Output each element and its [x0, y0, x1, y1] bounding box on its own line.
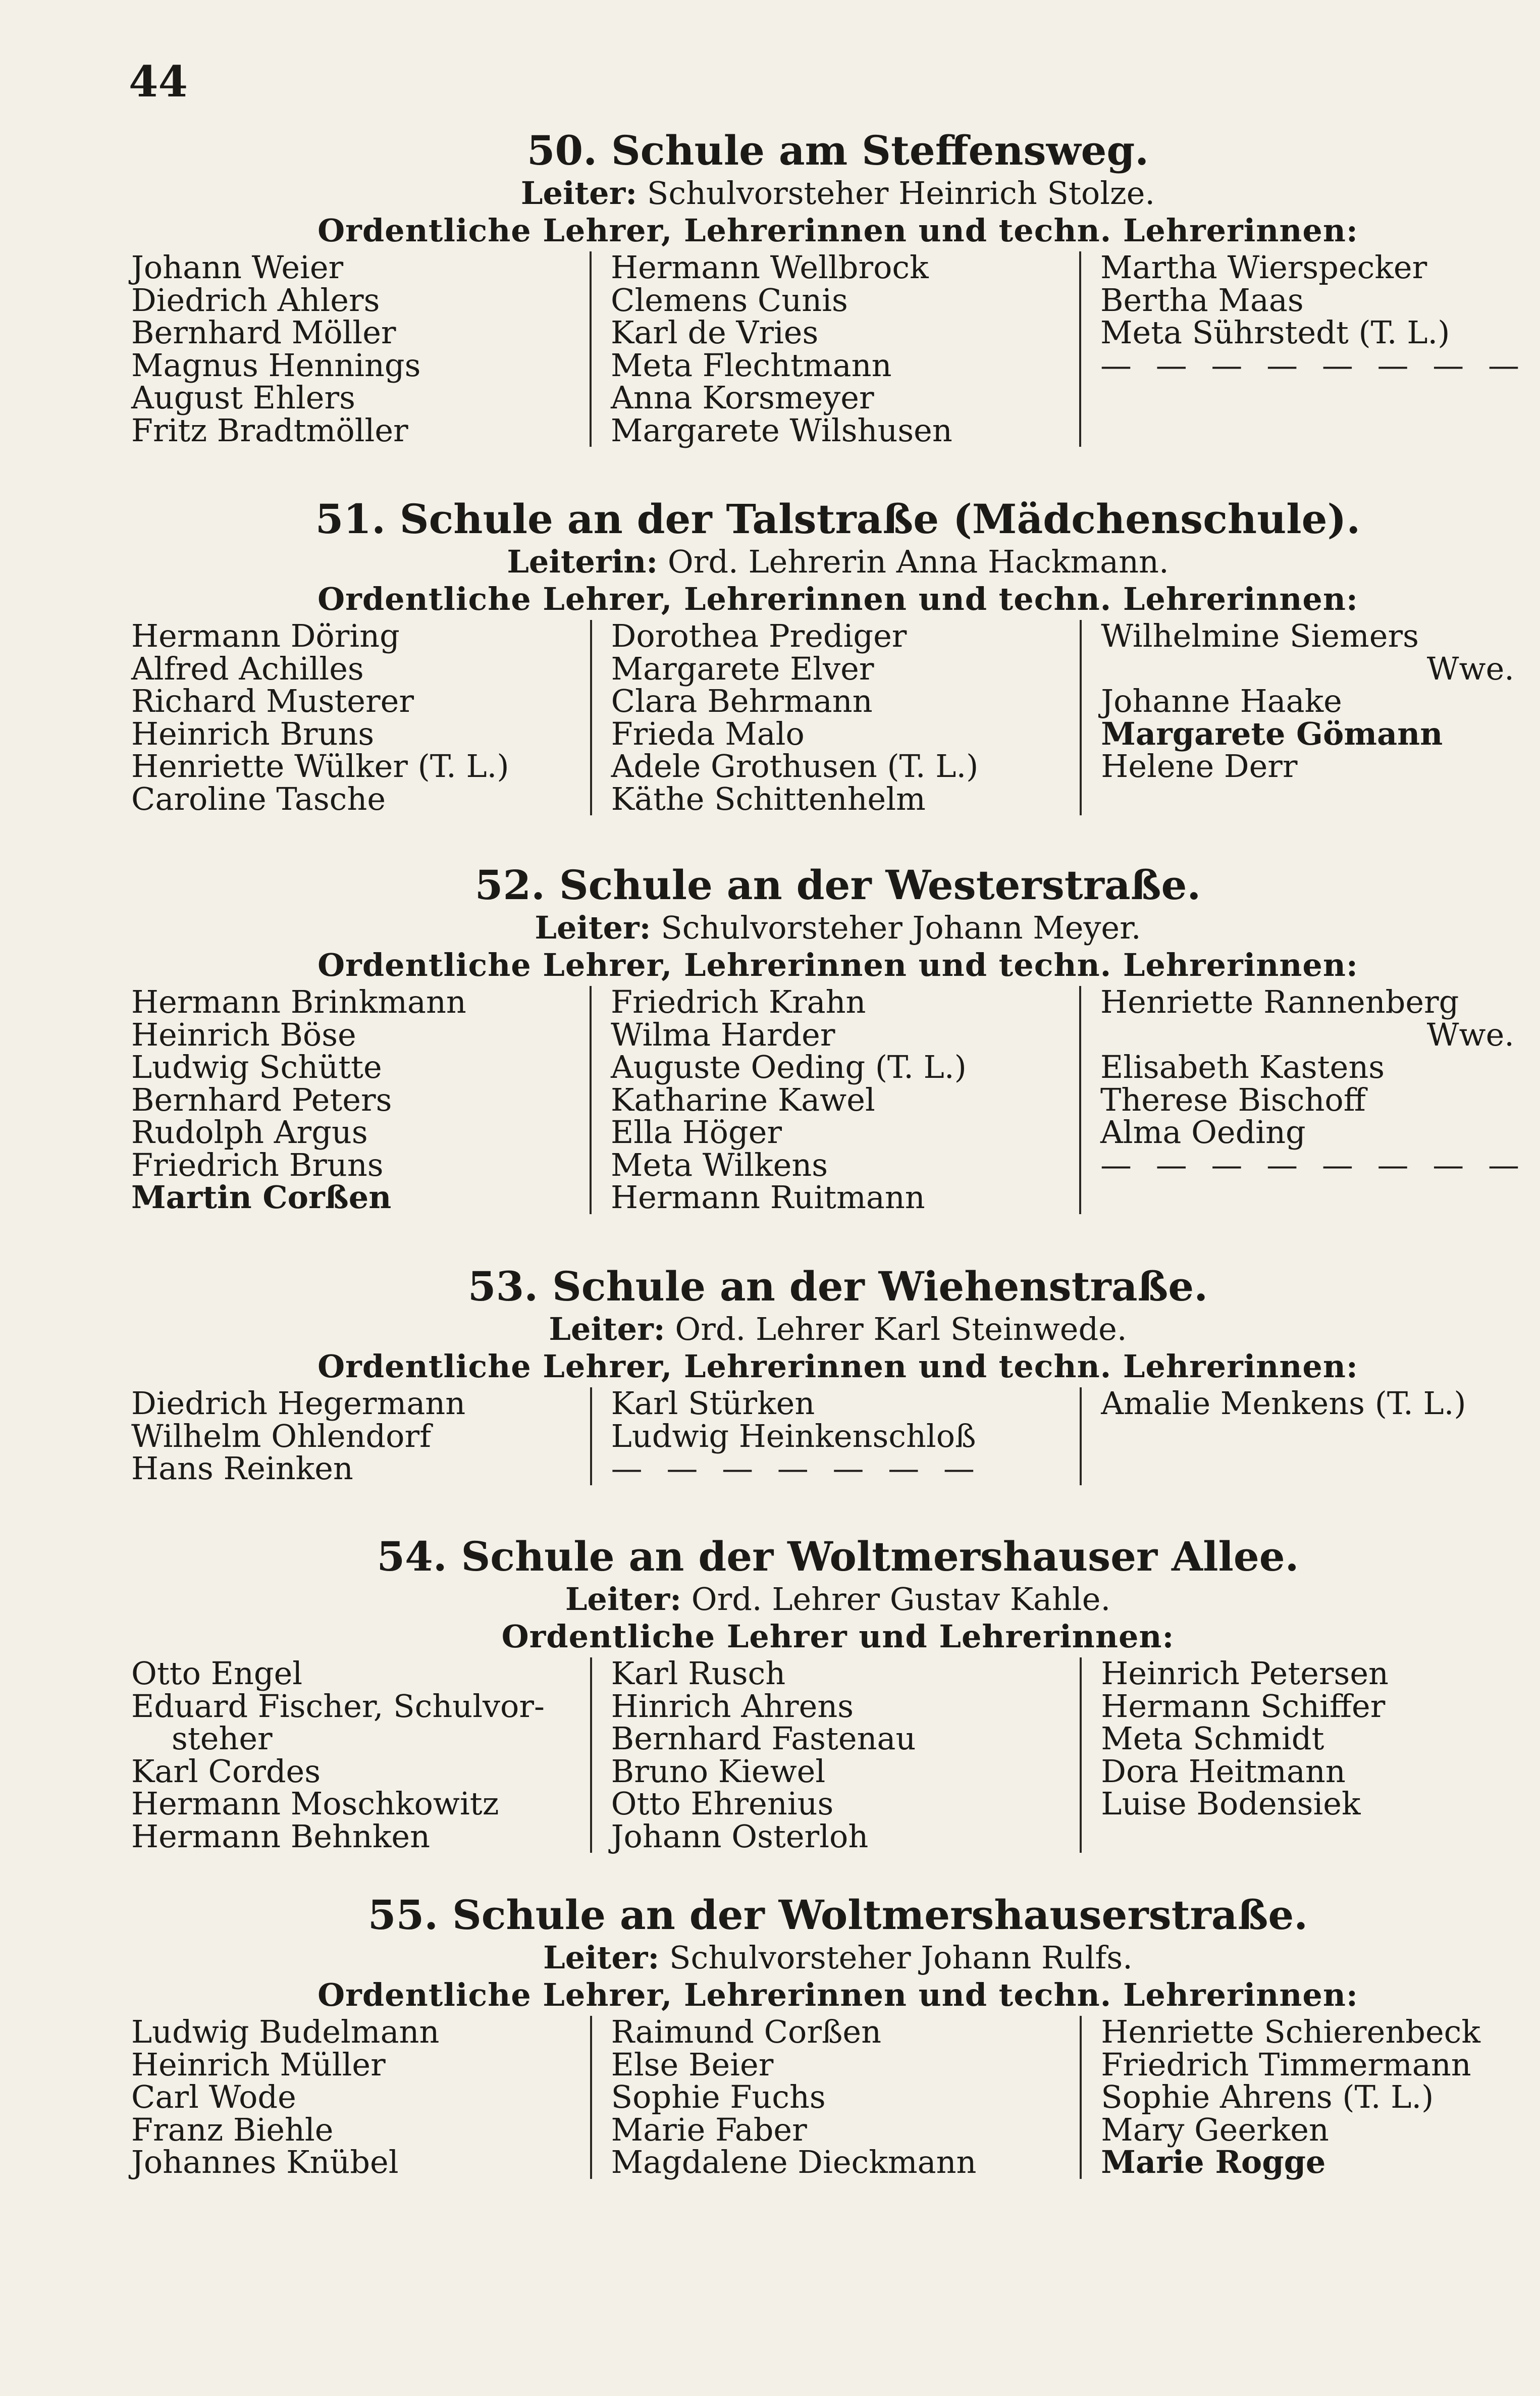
separator-dashes: — — — — — — — — — [1100, 349, 1526, 382]
staff-columns — [131, 251, 1534, 447]
staff-entry: Heinrich Bruns — [131, 715, 375, 752]
staff-entry: Rudolph Argus — [131, 1114, 368, 1151]
section-title: 53. Schule an der Wiehenstraße. — [467, 1263, 1208, 1310]
staff-entry: Ella Höger — [611, 1114, 782, 1151]
staff-entry: Elisabeth Kastens — [1100, 1049, 1385, 1085]
staff-entry: Carl Wode — [131, 2078, 296, 2115]
staff-entry: Amalie Menkens (T. L.) — [1101, 1385, 1466, 1422]
staff-column-2 — [590, 251, 1079, 447]
staff-entry: Heinrich Böse — [131, 1016, 356, 1053]
staff-entry: Luise Bodensiek — [1101, 1785, 1361, 1822]
staff-entry: Marie Faber — [611, 2111, 807, 2148]
staff-entry: Ludwig Heinkenschloß — [611, 1417, 976, 1454]
staff-entry: Friedrich Krahn — [611, 983, 866, 1020]
staff-entry: Hermann Schiffer — [1101, 1687, 1386, 1725]
staff-entry: Katharine Kawel — [611, 1081, 875, 1118]
leader-name: Ord. Lehrerin Anna Hackmann. — [667, 543, 1169, 580]
staff-entry: Wilhelm Ohlendorf — [131, 1417, 432, 1454]
section-leader — [141, 1939, 1534, 1976]
staff-column-2 — [590, 617, 1080, 817]
staff-entry: Margarete Elver — [611, 650, 874, 687]
staff-column-3 — [1080, 1387, 1534, 1485]
leader-name: Ord. Lehrer Karl Steinwede. — [675, 1311, 1127, 1347]
staff-entry: Sophie Ahrens (T. L.) — [1101, 2078, 1434, 2115]
staff-entry: Meta Sührstedt (T. L.) — [1100, 314, 1450, 351]
staff-entry: Käthe Schittenhelm — [611, 780, 926, 817]
staff-entry: Bruno Kiewel — [611, 1752, 826, 1790]
section-heading: Ordentliche Lehrer und Lehrerinnen: — [501, 1618, 1175, 1655]
staff-entry: Ludwig Budelmann — [131, 2013, 440, 2050]
leader-label: Leiter: — [520, 175, 638, 212]
section-title: 55. Schule an der Woltmershauserstraße. — [367, 1891, 1308, 1939]
staff-columns — [131, 1387, 1534, 1485]
school-section-50 — [131, 126, 1534, 447]
staff-entry: Clara Behrmann — [611, 683, 873, 719]
school-section-51 — [131, 495, 1534, 815]
staff-entry: Bernhard Möller — [131, 314, 396, 351]
staff-entry: Bertha Maas — [1100, 281, 1304, 319]
staff-entry: Mary Geerken — [1101, 2111, 1329, 2148]
section-leader — [141, 909, 1534, 947]
section-title: 51. Schule an der Talstraße (Mädchenschule). — [315, 495, 1361, 543]
staff-entry: Adele Grothusen (T. L.) — [611, 748, 979, 785]
staff-column-2 — [590, 2013, 1080, 2180]
staff-entry: Hermann Ruitmann — [611, 1179, 925, 1216]
staff-entry: Henriette Rannenberg — [1100, 983, 1459, 1020]
staff-entry: Caroline Tasche — [131, 780, 386, 817]
staff-columns — [131, 983, 1534, 1216]
section-leader — [141, 175, 1534, 212]
staff-entry: Anna Korsmeyer — [611, 379, 874, 416]
leader-label: Leiter: — [549, 1311, 665, 1347]
staff-entry: Meta Schmidt — [1101, 1720, 1324, 1757]
leader-name: Schulvorsteher Johann Meyer. — [661, 909, 1141, 946]
school-section-55 — [131, 1891, 1534, 2179]
leader-name: Ord. Lehrer Gustav Kahle. — [691, 1581, 1111, 1618]
staff-column-3 — [1079, 983, 1534, 1214]
separator-dashes: — — — — — — — — [611, 1452, 982, 1485]
staff-column-3 — [1080, 2013, 1534, 2180]
staff-entry: Hans Reinken — [131, 1450, 353, 1487]
staff-entry: Hermann Behnken — [131, 1817, 431, 1855]
staff-entry: Hermann Wellbrock — [611, 249, 929, 286]
staff-entry: Magdalene Dieckmann — [611, 2144, 977, 2180]
staff-entry: Johannes Knübel — [131, 2144, 399, 2180]
staff-entry: Karl de Vries — [611, 314, 819, 351]
staff-entry: Magnus Hennings — [131, 346, 421, 384]
staff-entry: Frieda Malo — [611, 715, 805, 752]
staff-entry: Otto Engel — [131, 1655, 303, 1692]
school-section-53 — [131, 1262, 1534, 1485]
staff-entry: Heinrich Petersen — [1101, 1655, 1389, 1692]
staff-entry: Dora Heitmann — [1101, 1752, 1346, 1790]
staff-entry: August Ehlers — [131, 379, 355, 416]
section-leader — [141, 1581, 1534, 1618]
section-heading: Ordentliche Lehrer, Lehrerinnen und techn. Lehrerinnen: — [317, 212, 1358, 249]
staff-column-3 — [1080, 1657, 1534, 1853]
staff-entry: Otto Ehrenius — [611, 1785, 834, 1822]
page-number: 44 — [129, 57, 188, 107]
separator-dashes: — — — — — — — — — [1100, 1149, 1526, 1181]
widow-suffix: Wwe. — [1426, 1016, 1514, 1053]
staff-entry: Raimund Corßen — [611, 2013, 882, 2050]
staff-entry: Friedrich Bruns — [131, 1146, 384, 1183]
section-heading: Ordentliche Lehrer, Lehrerinnen und techn. Lehrerinnen: — [317, 1348, 1358, 1385]
staff-entry: Hinrich Ahrens — [611, 1687, 854, 1725]
school-section-54 — [131, 1532, 1534, 1853]
staff-entry: Johanne Haake — [1101, 683, 1342, 719]
staff-entry: Meta Wilkens — [611, 1146, 828, 1183]
staff-entry: Henriette Wülker (T. L.) — [131, 748, 509, 785]
staff-column-2 — [590, 983, 1079, 1216]
staff-entry: Johann Weier — [131, 249, 344, 286]
staff-column-1 — [131, 1387, 590, 1485]
staff-entry: Margarete Wilshusen — [611, 411, 952, 449]
staff-entry: Hermann Brinkmann — [131, 983, 466, 1020]
staff-entry: Diedrich Ahlers — [131, 281, 380, 319]
staff-column-1 — [131, 251, 590, 447]
staff-entry: Eduard Fischer, Schulvor- — [131, 1687, 545, 1725]
leader-label: Leiter: — [543, 1939, 660, 1976]
staff-entry: Helene Derr — [1101, 748, 1298, 785]
section-heading: Ordentliche Lehrer, Lehrerinnen und techn. Lehrerinnen: — [317, 1976, 1358, 2013]
staff-entry: Wilma Harder — [611, 1016, 835, 1053]
staff-entry: Margarete Gömann — [1101, 715, 1443, 752]
leader-name: Schulvorsteher Johann Rulfs. — [669, 1939, 1133, 1976]
staff-column-3 — [1080, 617, 1534, 815]
staff-entry: Clemens Cunis — [611, 281, 848, 319]
staff-column-2 — [590, 1657, 1080, 1853]
section-heading: Ordentliche Lehrer, Lehrerinnen und techn. Lehrerinnen: — [317, 581, 1358, 617]
staff-entry: Hermann Moschkowitz — [131, 1785, 499, 1822]
staff-columns — [131, 617, 1534, 817]
staff-entry: Ludwig Schütte — [131, 1049, 382, 1085]
leader-label: Leiterin: — [507, 543, 658, 580]
staff-column-1 — [131, 617, 590, 817]
section-leader — [141, 543, 1534, 581]
section-heading: Ordentliche Lehrer, Lehrerinnen und techn. Lehrerinnen: — [317, 947, 1358, 983]
staff-entry: Alfred Achilles — [131, 650, 364, 687]
staff-columns — [131, 2013, 1534, 2180]
staff-entry: Hermann Döring — [131, 617, 400, 654]
staff-entry: Meta Flechtmann — [611, 346, 892, 384]
leader-name: Schulvorsteher Heinrich Stolze. — [647, 175, 1155, 212]
section-title: 50. Schule am Steffensweg. — [526, 127, 1149, 174]
section-title: 52. Schule an der Westerstraße. — [474, 861, 1201, 909]
staff-entry: Martin Corßen — [131, 1179, 392, 1216]
staff-entry: Wilhelmine Siemers — [1101, 617, 1419, 654]
staff-entry: Johann Osterloh — [611, 1817, 869, 1855]
section-title: 54. Schule an der Woltmershauser Allee. — [377, 1533, 1299, 1580]
staff-entry: Martha Wierspecker — [1100, 249, 1427, 286]
staff-entry: Marie Rogge — [1101, 2144, 1326, 2180]
staff-entry: Karl Stürken — [611, 1385, 815, 1422]
staff-entry: Heinrich Müller — [131, 2046, 386, 2083]
staff-entry: Fritz Bradtmöller — [131, 411, 408, 449]
staff-column-1 — [131, 1657, 590, 1853]
staff-entry: Therese Bischoff — [1100, 1081, 1366, 1118]
staff-column-2 — [590, 1387, 1080, 1485]
widow-suffix: Wwe. — [1426, 650, 1514, 687]
leader-label: Leiter: — [565, 1581, 682, 1618]
staff-entry: Alma Oeding — [1100, 1114, 1306, 1151]
staff-entry: Else Beier — [611, 2046, 774, 2083]
staff-entry: Bernhard Peters — [131, 1081, 392, 1118]
staff-entry: Richard Musterer — [131, 683, 414, 719]
staff-column-1 — [131, 2013, 590, 2180]
staff-entry: Sophie Fuchs — [611, 2078, 826, 2115]
staff-entry-continuation: steher — [172, 1720, 273, 1757]
staff-entry: Friedrich Timmermann — [1101, 2046, 1471, 2083]
section-leader — [141, 1311, 1534, 1348]
staff-entry: Dorothea Prediger — [611, 617, 907, 654]
staff-entry: Bernhard Fastenau — [611, 1720, 916, 1757]
staff-entry: Karl Rusch — [611, 1655, 786, 1692]
staff-column-3 — [1079, 251, 1534, 447]
staff-entry: Henriette Schierenbeck — [1101, 2013, 1480, 2050]
staff-entry: Diedrich Hegermann — [131, 1385, 466, 1422]
staff-columns — [131, 1657, 1534, 1853]
staff-entry: Karl Cordes — [131, 1752, 321, 1790]
staff-column-1 — [131, 983, 590, 1216]
staff-entry: Franz Biehle — [131, 2111, 334, 2148]
leader-label: Leiter: — [535, 909, 651, 946]
staff-entry: Auguste Oeding (T. L.) — [611, 1049, 967, 1085]
school-section-52 — [131, 861, 1534, 1214]
